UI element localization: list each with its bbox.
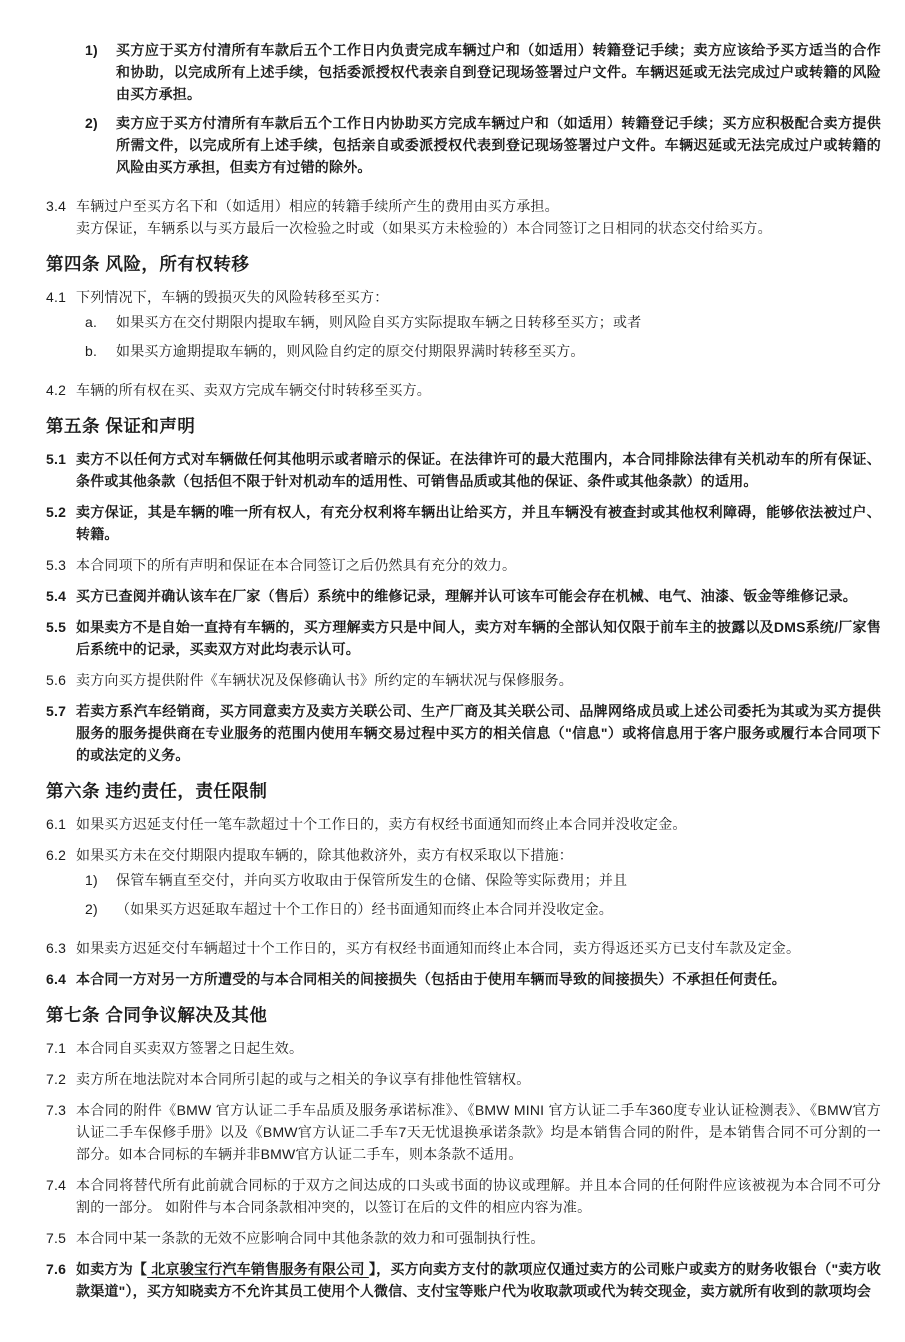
section-heading: 第七条 合同争议解决及其他 bbox=[46, 1005, 268, 1025]
paragraph: 如果买方在交付期限内提取车辆，则风险自买方实际提取车辆之日转移至买方；或者 bbox=[116, 314, 642, 330]
paragraph: 卖方所在地法院对本合同所引起的或与之相关的争议享有排他性管辖权。 bbox=[76, 1071, 531, 1087]
item-number: 6.1 bbox=[46, 816, 67, 832]
clause-5.1 bbox=[46, 448, 881, 492]
item-number: 6.3 bbox=[46, 940, 67, 956]
item-number: 5.1 bbox=[46, 451, 67, 467]
paragraph: 如果卖方迟延交付车辆超过十个工作日的，买方有权经书面通知而终止本合同，卖方得返还买方已支付车款及定金。 bbox=[76, 940, 801, 956]
section-heading: 第五条 保证和声明 bbox=[46, 416, 196, 436]
paragraph: 下列情况下，车辆的毁损灭失的风险转移至买方： bbox=[76, 289, 389, 305]
paragraph: 如果买方逾期提取车辆的，则风险自约定的原交付期限界满时转移至买方。 bbox=[116, 343, 585, 359]
paragraph: 卖方向买方提供附件《车辆状况及保修确认书》所约定的车辆状况与保修服务。 bbox=[76, 672, 573, 688]
item-number: 5.7 bbox=[46, 703, 67, 719]
item-number: 4.1 bbox=[46, 289, 67, 305]
paragraph: 本合同项下的所有声明和保证在本合同签订之后仍然具有充分的效力。 bbox=[76, 557, 517, 573]
paragraph: 卖方保证，车辆系以与买方最后一次检验之时或（如果买方未检验的）本合同签订之日相同的状态交付给买方。 bbox=[76, 220, 772, 236]
clause-7.6 bbox=[46, 1258, 881, 1302]
item-number: b. bbox=[85, 343, 98, 359]
item-text bbox=[76, 1227, 881, 1249]
sub-1 bbox=[85, 869, 881, 891]
paragraph: 本合同一方对另一方所遭受的与本合同相关的间接损失（包括由于使用车辆而导致的间接损失）不承担任何责任。 bbox=[76, 971, 786, 987]
item-text bbox=[76, 669, 881, 691]
item-number: 2) bbox=[85, 901, 98, 917]
item-text bbox=[116, 112, 881, 178]
clause-4.2 bbox=[46, 379, 881, 401]
item-number: 5.4 bbox=[46, 588, 67, 604]
clause-7.4 bbox=[46, 1174, 881, 1218]
item-number: 5.3 bbox=[46, 557, 67, 573]
item-number: 6.2 bbox=[46, 847, 67, 863]
clause-7.1 bbox=[46, 1037, 881, 1059]
item-text bbox=[76, 554, 881, 576]
clause-6.3 bbox=[46, 937, 881, 959]
item-text bbox=[76, 616, 881, 660]
item-number: 2) bbox=[85, 115, 98, 131]
text-part: 】，买方向卖方支付的款项应仅通过卖方的公司账户或卖方的财务收银台（"卖方收款渠道"），买方知晓卖方不允许其员工使用个人微信、支付宝等账户代为收取款项或代为转交现金，卖方就所有收到的款项均会 bbox=[76, 1261, 881, 1299]
paragraph: 保管车辆直至交付，并向买方收取由于保管所发生的仓储、保险等实际费用；并且 bbox=[116, 872, 628, 888]
paragraph: 若卖方系汽车经销商，买方同意卖方及卖方关联公司、生产厂商及其关联公司、品牌网络成员或上述公司委托为其或为买方提供服务的服务提供商在专业服务的范围内使用车辆交易过程中买方的相关信息（"信息"）或将信息用于客户服务或履行本合同项下的或法定的义务。 bbox=[76, 703, 881, 763]
item-text bbox=[76, 968, 881, 990]
item-text bbox=[76, 700, 881, 766]
clause-6.4 bbox=[46, 968, 881, 990]
item-number: 3.4 bbox=[46, 198, 67, 214]
item-text bbox=[76, 813, 881, 835]
section-heading: 第四条 风险，所有权转移 bbox=[46, 254, 250, 274]
item-number: 4.2 bbox=[46, 382, 67, 398]
clause-5.6 bbox=[46, 669, 881, 691]
clause-5.4 bbox=[46, 585, 881, 607]
item-text bbox=[116, 311, 881, 333]
item-text bbox=[76, 286, 881, 308]
clause-7.2 bbox=[46, 1068, 881, 1090]
contract-body bbox=[46, 39, 881, 1302]
item-text bbox=[116, 39, 881, 105]
item-text bbox=[76, 379, 881, 401]
paragraph: 卖方不以任何方式对车辆做任何其他明示或者暗示的保证。在法律许可的最大范围内，本合同排除法律有关机动车的所有保证、条件或其他条款（包括但不限于针对机动车的适用性、可销售品质或其他的保证、条件或其他条款）的适用。 bbox=[76, 451, 881, 489]
item-number: 5.2 bbox=[46, 504, 67, 520]
clause-3.4 bbox=[46, 195, 881, 239]
sub-b. bbox=[85, 340, 881, 362]
item-number: 7.5 bbox=[46, 1230, 67, 1246]
clause-7.3 bbox=[46, 1099, 881, 1165]
item-number: 7.3 bbox=[46, 1102, 67, 1118]
item-text bbox=[76, 844, 881, 866]
item-number: 5.5 bbox=[46, 619, 67, 635]
item-text bbox=[116, 869, 881, 891]
paragraph: 买方应于买方付清所有车款后五个工作日内负责完成车辆过户和（如适用）转籍登记手续；卖方应该给予买方适当的合作和协助，以完成所有上述手续，包括委派授权代表亲自到登记现场签署过户文件。车辆迟延或无法完成过户或转籍的风险由买方承担。 bbox=[116, 42, 881, 102]
clause-5.7 bbox=[46, 700, 881, 766]
item-text bbox=[76, 1037, 881, 1059]
paragraph: 本合同中某一条款的无效不应影响合同中其他条款的效力和可强制执行性。 bbox=[76, 1230, 545, 1246]
item-text bbox=[76, 937, 881, 959]
clause-5.5 bbox=[46, 616, 881, 660]
sub-2 bbox=[85, 898, 881, 920]
seller-company-name: 北京骏宝行汽车销售服务有限公司 bbox=[147, 1261, 369, 1277]
item-text bbox=[76, 1099, 881, 1165]
paragraph: 本合同的附件《BMW 官方认证二手车品质及服务承诺标准》、《BMW MINI 官方认证二手车360度专业认证检测表》、《BMW官方认证二手车保修手册》以及《BMW官方认证二手车7天无忧退换承诺条款》均是本销售合同的附件，是本销售合同不可分割的一部分。如本合同标的车辆并非BMW官方认证二手车，则本条款不适用。 bbox=[76, 1102, 881, 1162]
item-number: 1) bbox=[85, 42, 98, 58]
paragraph: 如果买方迟延支付任一笔车款超过十个工作日的，卖方有权经书面通知而终止本合同并没收定金。 bbox=[76, 816, 687, 832]
section-heading: 第六条 违约责任，责任限制 bbox=[46, 781, 268, 801]
sub-1 bbox=[85, 39, 881, 105]
sub-2 bbox=[85, 112, 881, 178]
item-number: 5.6 bbox=[46, 672, 67, 688]
clause-5.2 bbox=[46, 501, 881, 545]
item-text bbox=[76, 1068, 881, 1090]
paragraph: 买方已查阅并确认该车在厂家（售后）系统中的维修记录，理解并认可该车可能会存在机械、电气、油漆、钣金等维修记录。 bbox=[76, 588, 857, 604]
item-number: 7.2 bbox=[46, 1071, 67, 1087]
clause-4.1 bbox=[46, 286, 881, 308]
clause-6.1 bbox=[46, 813, 881, 835]
clause-5.3 bbox=[46, 554, 881, 576]
clause-6.2 bbox=[46, 844, 881, 866]
paragraph: 车辆的所有权在买、卖双方完成车辆交付时转移至买方。 bbox=[76, 382, 431, 398]
item-text bbox=[116, 340, 881, 362]
item-text bbox=[76, 448, 881, 492]
paragraph: 车辆过户至买方名下和（如适用）相应的转籍手续所产生的费用由买方承担。 bbox=[76, 198, 559, 214]
item-number: 7.4 bbox=[46, 1177, 67, 1193]
paragraph: 如果买方未在交付期限内提取车辆的，除其他救济外，卖方有权采取以下措施： bbox=[76, 847, 573, 863]
sub-a. bbox=[85, 311, 881, 333]
text-part: 如卖方为【 bbox=[76, 1261, 148, 1277]
paragraph: 卖方保证，其是车辆的唯一所有权人，有充分权利将车辆出让给买方，并且车辆没有被查封或其他权利障碍，能够依法被过户、转籍。 bbox=[76, 504, 881, 542]
item-text bbox=[76, 1258, 881, 1302]
item-text bbox=[116, 898, 881, 920]
item-number: a. bbox=[85, 314, 98, 330]
item-number: 1) bbox=[85, 872, 98, 888]
paragraph: （如果买方迟延取车超过十个工作日的）经书面通知而终止本合同并没收定金。 bbox=[116, 901, 613, 917]
paragraph: 本合同自买卖双方签署之日起生效。 bbox=[76, 1040, 304, 1056]
item-text bbox=[76, 585, 881, 607]
item-text bbox=[76, 195, 881, 239]
paragraph: 本合同将替代所有此前就合同标的于双方之间达成的口头或书面的协议或理解。并且本合同的任何附件应该被视为本合同不可分割的一部分。 如附件与本合同条款相冲突的，以签订在后的文件的相应内容为准。 bbox=[76, 1177, 881, 1215]
paragraph: 如果卖方不是自始一直持有车辆的，买方理解卖方只是中间人，卖方对车辆的全部认知仅限于前车主的披露以及DMS系统/厂家售后系统中的记录，买卖双方对此均表示认可。 bbox=[76, 619, 881, 657]
clause-7.5 bbox=[46, 1227, 881, 1249]
paragraph: 卖方应于买方付清所有车款后五个工作日内协助买方完成车辆过户和（如适用）转籍登记手续；买方应积极配合卖方提供所需文件，以完成所有上述手续，包括亲自或委派授权代表到登记现场签署过户文件。车辆迟延或无法完成过户或转籍的风险由买方承担，但卖方有过错的除外。 bbox=[116, 115, 881, 175]
item-text bbox=[76, 1174, 881, 1218]
item-number: 6.4 bbox=[46, 971, 67, 987]
item-number: 7.6 bbox=[46, 1261, 67, 1277]
item-text bbox=[76, 501, 881, 545]
item-number: 7.1 bbox=[46, 1040, 67, 1056]
